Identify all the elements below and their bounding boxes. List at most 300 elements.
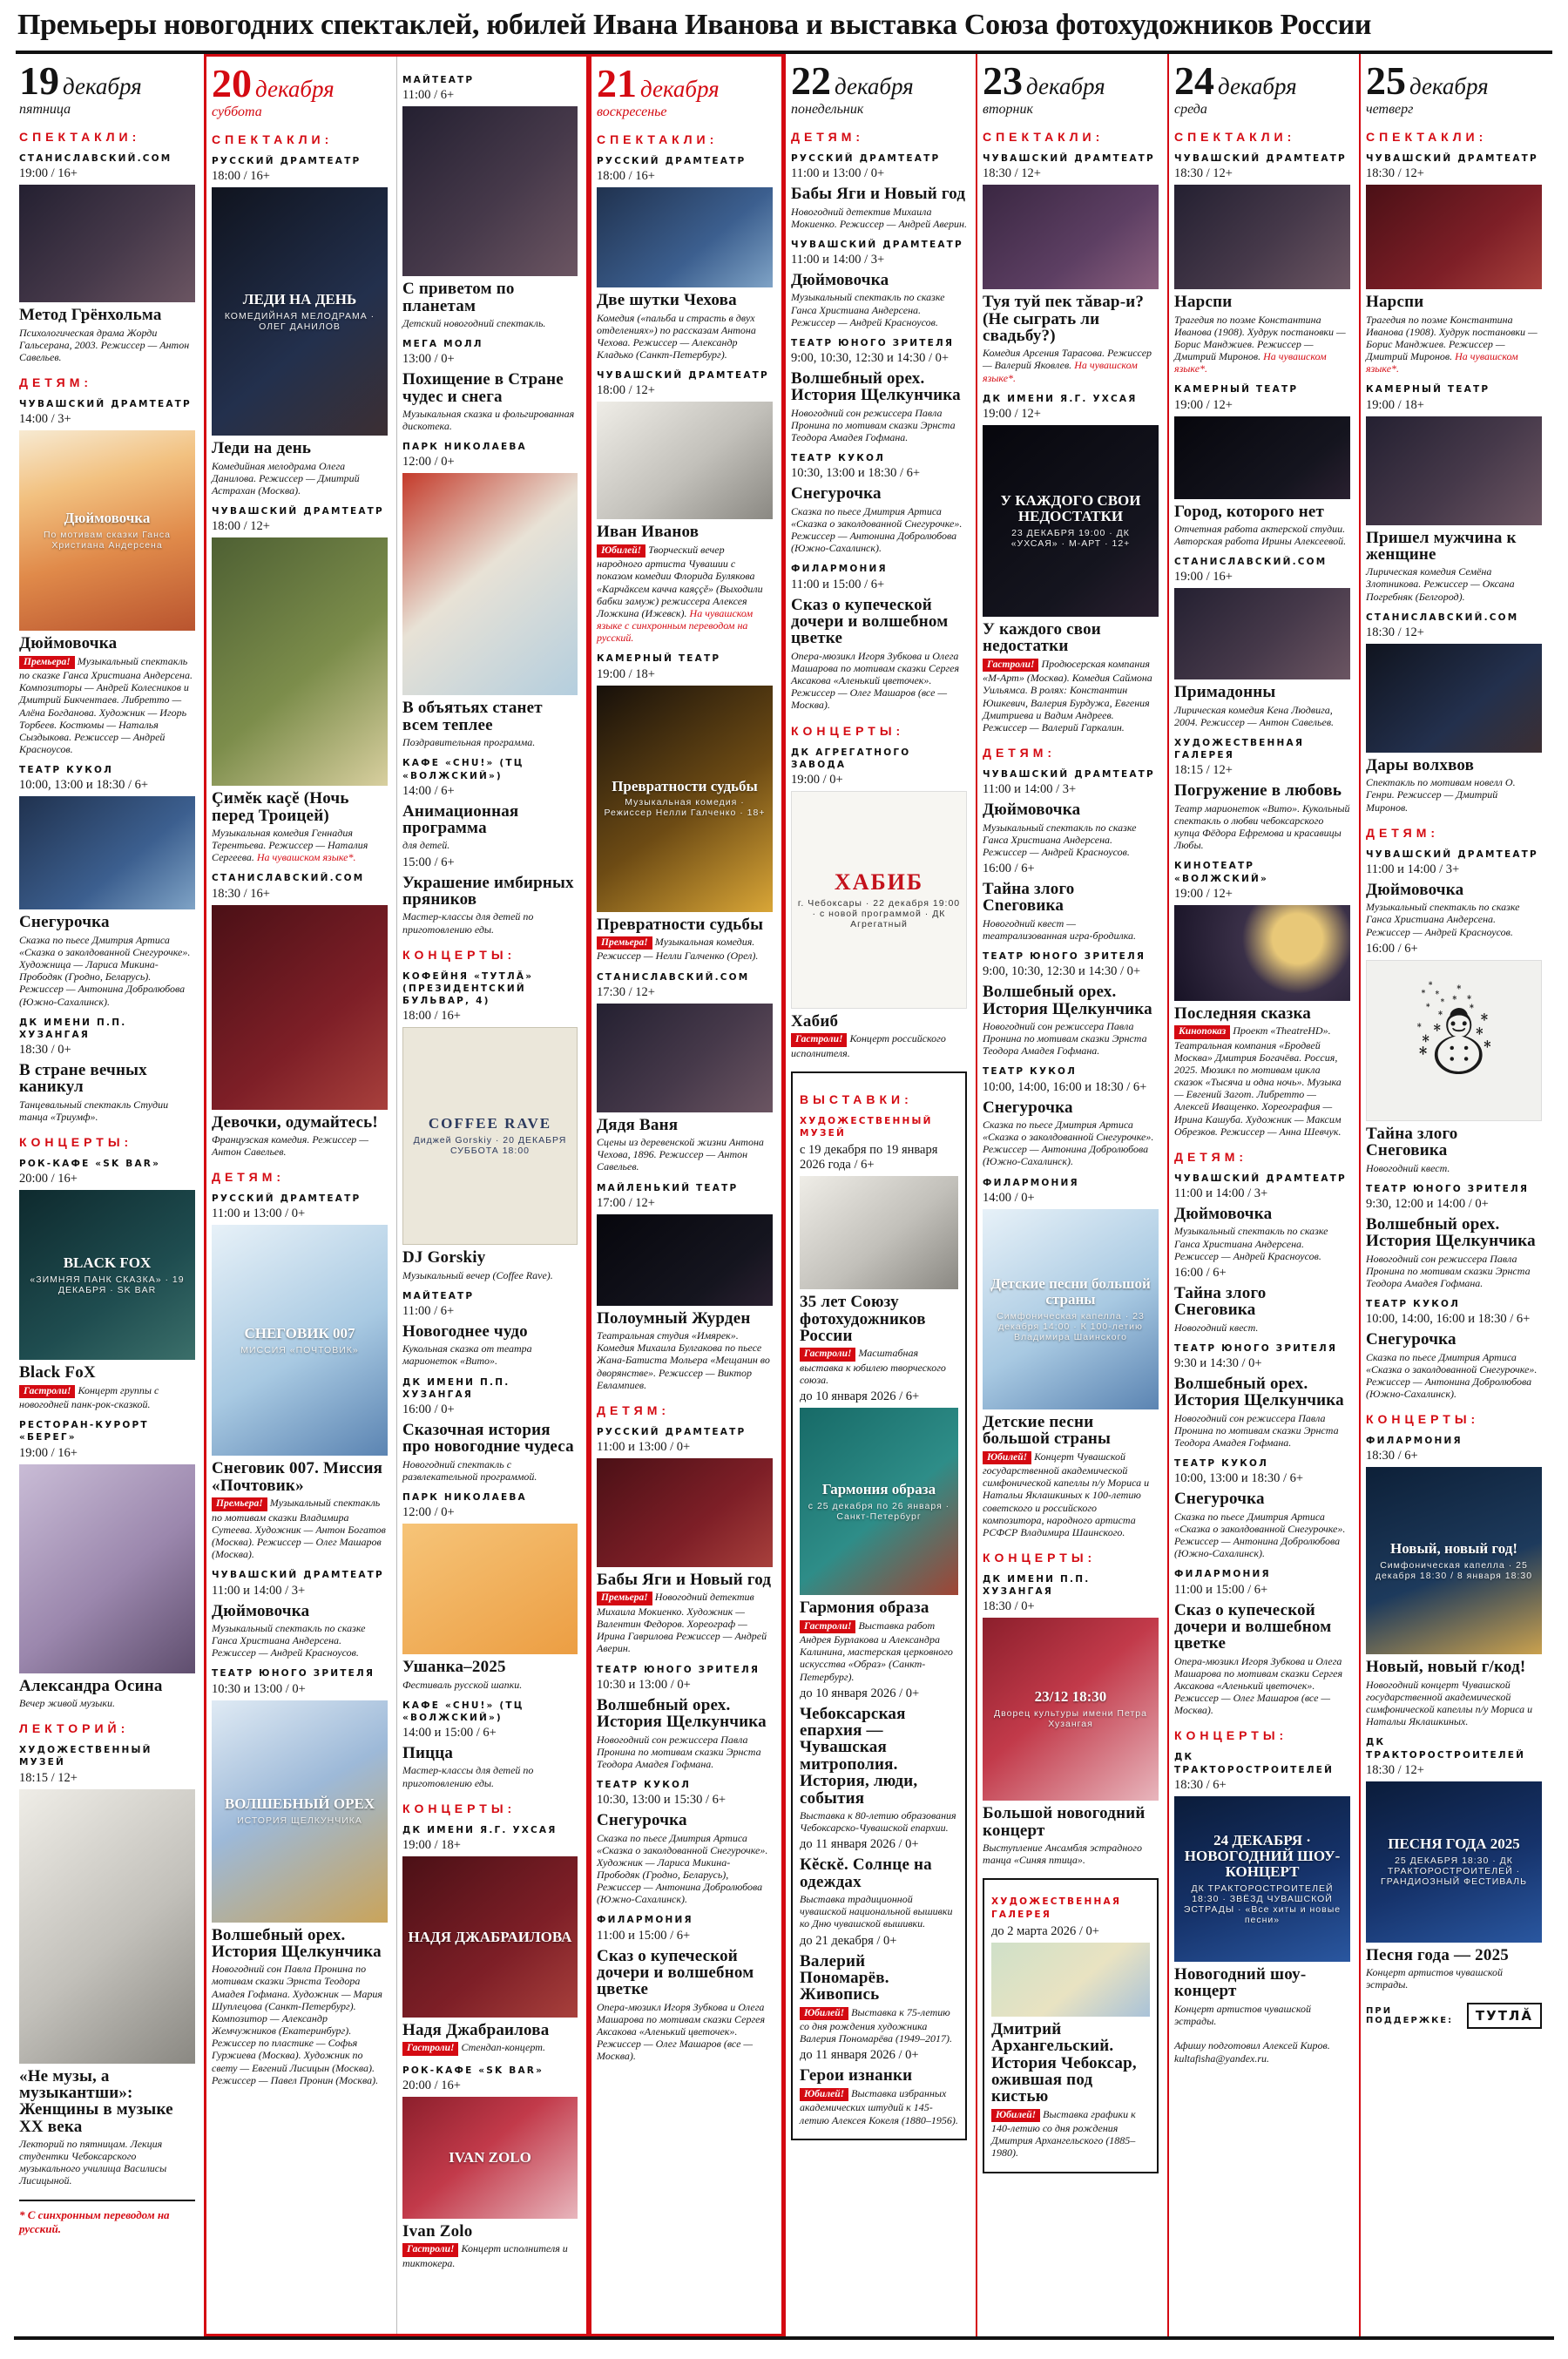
- event-title: Волшебный орех. История Щелкунчика: [1366, 1214, 1536, 1251]
- event-title: Волшебный орех. История Щелкунчика: [1174, 1374, 1344, 1410]
- venue: [983, 393, 1159, 422]
- event-title: Нарспи: [1174, 293, 1233, 312]
- poster-subcaption: КОМЕДИЙНАЯ МЕЛОДРАМА · ОЛЕГ ДАНИЛОВ: [224, 310, 375, 332]
- poster-caption: 23/12 18:30: [1034, 1688, 1107, 1706]
- event-image: [1366, 1467, 1542, 1654]
- section-label: ДЕТЯМ:: [212, 1170, 286, 1185]
- event-description: Концерт артистов чувашской эстрады.: [1174, 2002, 1312, 2027]
- event-image: [402, 1856, 578, 2018]
- venue: [212, 872, 388, 901]
- event-title: Детские песни большой страны: [983, 1412, 1112, 1449]
- venue-name: ЧУВАШСКИЙ ДРАМТЕАТР: [983, 768, 1155, 780]
- venue: [402, 757, 578, 798]
- venue-name: ДК ИМЕНИ Я.Г. УХСАЯ: [983, 393, 1138, 404]
- event-time: 9:30, 12:00 и 14:00 / 0+: [1366, 1196, 1489, 1211]
- event-title: Дюймовочка: [212, 1601, 310, 1620]
- day-weekday: четверг: [1366, 102, 1414, 117]
- day-weekday: понедельник: [791, 102, 864, 117]
- venue: [791, 239, 967, 267]
- venue: [212, 1569, 388, 1598]
- event-title: Леди на день: [212, 439, 312, 458]
- day-column-24: [1169, 54, 1359, 2336]
- tour-badge: Гастроли!: [983, 659, 1038, 673]
- event-title: Дюймовочка: [791, 271, 889, 290]
- venue: [1366, 1736, 1542, 1777]
- event-time: 10:30, 13:00 и 18:30 / 6+: [791, 466, 921, 481]
- event-title: Иван Иванов: [597, 523, 700, 542]
- event-title: Бабы Яги и Новый год: [597, 1571, 772, 1590]
- tour-badge: Гастроли!: [800, 1620, 855, 1634]
- event-time: 10:30 и 13:00 / 0+: [597, 1677, 691, 1692]
- event-image: [19, 430, 195, 631]
- event-time: 18:30 / 16+: [212, 886, 270, 901]
- event-time: 17:00 / 12+: [597, 1195, 655, 1210]
- event-time: 11:00 и 14:00 / 3+: [791, 253, 885, 267]
- event-time: 10:00, 13:00 и 18:30 / 6+: [19, 778, 149, 793]
- poster-subcaption: По мотивам сказки Ганса Христиана Андерсена: [43, 530, 172, 551]
- event-title: Сказ о купеческой дочери и волшебном цветке: [597, 1946, 754, 1999]
- event-image: [402, 1027, 578, 1245]
- event-description: Лирическая комедия Кена Людвига, 2004. Режиссер — Антон Савельев.: [1174, 703, 1335, 728]
- poster-subcaption: г. Чебоксары · 22 декабря 19:00 · с новой программой · ДК Агрегатный: [797, 897, 961, 929]
- venue: [1174, 1751, 1350, 1792]
- event-title: «Не музы, а музыкантши»: Женщины в музыке XX века: [19, 2066, 173, 2136]
- section-label: КОНЦЕРТЫ:: [983, 1551, 1097, 1565]
- day-column-23: [977, 54, 1167, 2336]
- event-title: Нарспи: [1366, 293, 1424, 312]
- event-description: Музыкальный спектакль по сказке Ганса Христиана Андерсена. Режиссер — Андрей Красноусов.: [983, 821, 1137, 858]
- poster-subcaption: 23 ДЕКАБРЯ 19:00 · ДК «УХСАЯ» · М-АРТ · 12+: [1010, 527, 1131, 549]
- venue: [983, 1065, 1159, 1094]
- event-title: Александра Осина: [19, 1676, 163, 1695]
- section-label: ДЕТЯМ:: [1366, 825, 1440, 840]
- premiere-badge: Премьера!: [597, 1592, 652, 1605]
- day-number: 25: [1366, 58, 1406, 103]
- section-label: ВЫСТАВКИ:: [800, 1092, 913, 1106]
- event-description: Трагедия по поэме Константина Иванова (1908). Худрук постановки — Борис Манджиев. Режиссер — Дмитрий Миронов. На чувашском языке*.: [1174, 313, 1346, 375]
- day-number: 22: [791, 58, 831, 103]
- event-image: [212, 1225, 388, 1456]
- event-description: Вечер живой музыки.: [19, 1697, 116, 1709]
- venue-name: МАЙТЕАТР: [402, 75, 475, 85]
- event-image: [983, 1209, 1159, 1409]
- poster-caption: BLACK FOX: [63, 1254, 152, 1271]
- event-description: Юбилей! Концерт Чувашской государственной академической симфонической капеллы п/у Мориса и Натальи Яклашкиных к 100-летию советского и российского композитора, народного артиста РСФСР Владимира Шаинского.: [983, 1450, 1150, 1538]
- day-month: декабря: [1218, 73, 1297, 99]
- venue: [1366, 152, 1542, 181]
- day-group-24: [1167, 54, 1359, 2336]
- page-title: Премьеры новогодних спектаклей, юбилей Ивана Иванова и выставка Союза фотохудожников России: [17, 9, 1372, 41]
- venue-name: ЧУВАШСКИЙ ДРАМТЕАТР: [983, 153, 1155, 164]
- event-image: [1366, 644, 1542, 753]
- event-description: Новогодний квест.: [1174, 1321, 1259, 1334]
- event-title: Бабы Яги и Новый год: [791, 185, 966, 204]
- event-title: В объятьях станет всем теплее: [402, 699, 543, 734]
- event-description: Гастроли! Концерт российского исполнителя.: [791, 1032, 946, 1059]
- venue-name: СТАНИСЛАВСКИЙ.СОМ: [212, 873, 365, 884]
- event-time: 14:00 / 3+: [19, 412, 71, 427]
- event-description: Опера-мюзикл Игоря Зубкова и Олега Машарова по мотивам сказки Сергея Аксакова «Аленький цветочек». Режиссер — Олег Машаров (все — Москва).: [791, 649, 960, 712]
- day-month: декабря: [255, 76, 335, 102]
- event-title: Çимĕк каçĕ (Ночь перед Троицей): [212, 789, 349, 825]
- venue-name: ДК ТРАКТОРОСТРОИТЕЛЕЙ: [1366, 1737, 1526, 1761]
- day-weekday: воскресенье: [597, 105, 667, 119]
- event-time: 18:00 / 12+: [212, 519, 270, 534]
- tour-badge: Гастроли!: [800, 1348, 855, 1362]
- event-description: Музыкальный спектакль по сказке Ганса Христиана Андерсена. Режиссер — Андрей Красноусов.: [1174, 1225, 1328, 1262]
- event-title: Волшебный орех. История Щелкунчика: [597, 1695, 767, 1732]
- event-description: Гастроли! Стендап-концерт.: [402, 2041, 578, 2056]
- venue: [402, 1491, 578, 1520]
- venue-name: ТЕАТР КУКОЛ: [597, 1779, 692, 1790]
- poster-caption: НАДЯ ДЖАБРАИЛОВА: [408, 1928, 572, 1945]
- event-image: [1174, 588, 1350, 679]
- event-time: 18:30 / 12+: [1174, 166, 1233, 181]
- poster-caption: У КАЖДОГО СВОИ НЕДОСТАТКИ: [1000, 492, 1141, 524]
- event-description: Новогодний квест — театрализованная игра-бродилка.: [983, 916, 1137, 942]
- event-description: Новогодний сон режиссера Павла Пронина по мотивам сказки Эрнста Теодора Амадея Гофмана.: [597, 1733, 761, 1770]
- snowman-icon: ☃: [1409, 984, 1499, 1096]
- event-description: Музыкальный спектакль по сказке Ганса Христиана Андерсена. Режиссер — Андрей Красноусов.: [212, 1621, 366, 1659]
- event-description: Кукольная сказка от театра марионеток «Вито».: [402, 1342, 532, 1368]
- event-title: Волшебный орех. История Щелкунчика: [212, 1925, 382, 1961]
- venue: [402, 1824, 578, 1853]
- poster-subcaption: 25 ДЕКАБРЯ 18:30 · ДК ТРАКТОРОСТРОИТЕЛЕЙ · ГРАНДИОЗНЫЙ ФЕСТИВАЛЬ: [1381, 1855, 1527, 1888]
- section-label: ДЕТЯМ:: [1174, 1149, 1248, 1164]
- venue-name: ДК АГРЕГАТНОГО ЗАВОДА: [791, 747, 911, 770]
- event-time: 11:00 / 6+: [402, 1303, 455, 1318]
- section-label: ДЕТЯМ:: [791, 130, 865, 144]
- event-description: Театр марионеток «Вито». Кукольный спектакль о любви чебоксарского купца Фёдора Ефремова и красавицы Любы.: [1174, 801, 1350, 852]
- event-description: Лирическая комедия Семёна Злотникова. Режиссер — Оксана Погребняк (Белгород).: [1366, 565, 1515, 603]
- event-description: Гастроли! Концерт исполнителя и тиктокера.: [402, 2242, 568, 2269]
- venue: [402, 2065, 578, 2093]
- section-label: КОНЦЕРТЫ:: [19, 1135, 133, 1150]
- event-description: Поздравительная программа.: [402, 736, 536, 749]
- venue-name: РОК-КАФЕ «SK BAR»: [19, 1159, 161, 1170]
- venue: [1366, 612, 1542, 640]
- venue: [19, 1158, 195, 1186]
- poster-subcaption: МИССИЯ «ПОЧТОВИК»: [240, 1344, 359, 1355]
- event-time: 19:00 / 18+: [597, 666, 655, 681]
- venue-name: СТАНИСЛАВСКИЙ.СОМ: [1174, 557, 1328, 568]
- venue: [983, 1573, 1159, 1614]
- day-number: 19: [19, 58, 59, 103]
- section-label: СПЕКТАКЛИ:: [19, 130, 141, 144]
- event-description: Новогодний квест.: [1366, 1161, 1450, 1174]
- section-label: ДЕТЯМ:: [597, 1403, 671, 1417]
- venue-name: ПАРК НИКОЛАЕВА: [402, 442, 527, 453]
- venue-name: ЧУВАШСКИЙ ДРАМТЕАТР: [1174, 153, 1347, 164]
- event-title: Примадонны: [1174, 683, 1276, 702]
- language-note: На чувашском языке*.: [983, 359, 1138, 384]
- venue-name: ЧУВАШСКИЙ ДРАМТЕАТР: [1366, 848, 1538, 860]
- language-note: На чувашском языке*.: [1366, 350, 1518, 375]
- event-description: Психологическая драма Жорди Гальсерана, 2003. Режиссер — Антон Савельев.: [19, 326, 190, 363]
- event-description: Гастроли! Продюсерская компания «М-Арт» (Москва). Комедия Саймона Уильямса. В ролях: Константин Юшкевич, Валерия Бурдужа, Евгения Дмитриева и Вадим Андреев. Режиссер — Валерий Гаркалин.: [983, 657, 1152, 733]
- venue-name: СТАНИСЛАВСКИЙ.СОМ: [19, 153, 172, 164]
- venue: [1174, 1457, 1350, 1486]
- day-column-22: [786, 54, 976, 2336]
- jubilee-badge: Юбилей!: [983, 1451, 1031, 1465]
- event-time: 16:00 / 6+: [1366, 941, 1418, 956]
- event-image: [983, 185, 1159, 289]
- event-title: Новогодний шоу-концерт: [1174, 1964, 1307, 2001]
- poster-caption: IVAN ZOLO: [449, 2149, 531, 2166]
- event-title: Большой новогодний концерт: [983, 1804, 1146, 1840]
- day-group-21: [589, 54, 784, 2336]
- event-time: 19:00 / 18+: [402, 1837, 461, 1852]
- venue-name: ТЕАТР ЮНОГО ЗРИТЕЛЯ: [1174, 1342, 1338, 1354]
- poster-subcaption: Дворец культуры имени Петра Хузангая: [994, 1708, 1147, 1730]
- event-title: Тайна злого Снеговика: [1366, 1124, 1458, 1160]
- event-time: 18:30 / 0+: [19, 1043, 71, 1057]
- event-image: [1174, 416, 1350, 499]
- event-image: [597, 1458, 773, 1567]
- event-description: Лекторий по пятницам. Лекция студентки Чебоксарского музыкального училища Василисы Лисицыной.: [19, 2138, 167, 2187]
- event-time: 19:00 / 18+: [1366, 397, 1424, 412]
- event-description: Сказка по пьесе Дмитрия Артиса «Сказка о заколдованной Снегурочке». Художник — Лариса Микина-Прободяк (Гродно, Беларусь), Режиссер — Антонина Добролюбова (Южно-Сахалинск).: [597, 1831, 768, 1906]
- poster-caption: ХАБИБ: [834, 869, 924, 896]
- day-date: [791, 58, 967, 118]
- event-description: Премьера! Музыкальный спектакль по сказке Ганса Христиана Андерсена. Композиторы — Андрей Колесников и Дмитрий Бикчентаев. Либретто — Алёна Богданова. Художник — Игорь Торбеев. Костюмы — Наталья Сыздыкова. Режиссер — Андрей Красноусов.: [19, 654, 193, 756]
- venue-name: ПАРК НИКОЛАЕВА: [402, 1492, 527, 1504]
- event-description: для детей.: [402, 839, 450, 852]
- day-number: 23: [983, 58, 1023, 103]
- day-column-19: [14, 54, 204, 2336]
- event-description: Новогодний сон режиссера Павла Пронина по мотивам сказки Эрнста Теодора Амадея Гофмана.: [791, 406, 956, 444]
- event-description: Музыкальная комедия Геннадия Терентьева. Режиссер — Наталия Сергеева. На чувашском языке*.: [212, 826, 368, 864]
- event-description: Новогодний сон Павла Пронина по мотивам сказки Эрнста Теодора Амадея Гофмана. Художник — Мария Шуплецова (Санкт-Петербург). Композитор — Александр Жемчужников (Екатеринбург). Режиссер по пластике — Софья Гуржиева (Москва). Художник по свету — Евгений Лисицын (Москва). Режиссер — Павел Пронин (Москва).: [212, 1963, 382, 2086]
- venue: [991, 1896, 1150, 1920]
- event-title: Последняя сказка: [1174, 1004, 1312, 1023]
- venue: [983, 768, 1159, 797]
- event-description: Музыкальный спектакль по сказке Ганса Христиана Андерсена. Режиссер — Андрей Красноусов.: [791, 291, 945, 328]
- venue: [402, 970, 578, 1024]
- event-time: 11:00 и 13:00 / 0+: [212, 1207, 306, 1221]
- event-title: Украшение имбирных пряников: [402, 873, 574, 909]
- poster-caption: Новый, новый год!: [1390, 1539, 1517, 1557]
- event-time: до 11 января 2026 / 0+: [800, 2048, 919, 2063]
- venue-name: ЧУВАШСКИЙ ДРАМТЕАТР: [791, 239, 963, 250]
- event-title: Кĕскĕ. Солнце на одеждах: [800, 1855, 932, 1891]
- event-time: 19:00 / 0+: [791, 772, 843, 787]
- event-title: Дюймовочка: [19, 634, 118, 653]
- venue: [1366, 848, 1542, 877]
- event-image: [19, 1464, 195, 1673]
- event-time: 19:00 / 12+: [983, 406, 1041, 421]
- venue: [983, 152, 1159, 181]
- event-title: Погружение в любовь: [1174, 781, 1342, 801]
- event-image: [597, 1004, 773, 1112]
- venue-name: ДК ИМЕНИ Я.Г. УХСАЯ: [402, 1824, 558, 1835]
- day-weekday: суббота: [212, 105, 262, 119]
- event-title: Сказ о купеческой дочери и волшебном цветке: [791, 595, 949, 648]
- event-time: 11:00 и 15:00 / 6+: [1174, 1582, 1268, 1597]
- venue-name: КОФЕЙНЯ «ТУТЛĂ» (ПРЕЗИДЕНТСКИЙ БУЛЬВАР, 4): [402, 970, 534, 1007]
- venue-name: ТЕАТР КУКОЛ: [1366, 1299, 1461, 1310]
- venue-name: ДК ТРАКТОРОСТРОИТЕЛЕЙ: [1174, 1752, 1335, 1775]
- editor-credit: Афишу подготовил Алексей Киров. kultafisha@yandex.ru.: [1174, 2038, 1330, 2065]
- venue-name: ДК ИМЕНИ П.П. ХУЗАНГАЯ: [983, 1574, 1091, 1598]
- event-time: 18:00 / 12+: [597, 383, 655, 398]
- event-title: Превратности судьбы: [597, 915, 764, 934]
- jubilee-badge: Юбилей!: [800, 2088, 848, 2102]
- venue: [1366, 1298, 1542, 1327]
- poster-subcaption: с 25 декабря по 26 января · Санкт-Петербург: [808, 1500, 950, 1522]
- venue-name: МЕГА МОЛЛ: [402, 339, 483, 350]
- venue: [212, 155, 388, 184]
- venue-name: ДК ИМЕНИ П.П. ХУЗАНГАЯ: [402, 1376, 510, 1400]
- venue: [402, 338, 578, 367]
- event-title: Надя Джабраилова: [402, 2020, 550, 2039]
- event-time: 18:30 / 6+: [1366, 1449, 1418, 1463]
- day-weekday: среда: [1174, 102, 1207, 117]
- event-description: Юбилей! Выставка графики к 140-летию со дня рождения Дмитрия Архангельского (1885–1980).: [991, 2107, 1136, 2160]
- event-description: Гастроли! Концерт группы с новогодней панк-рок-сказкой.: [19, 1383, 159, 1411]
- event-description: Концерт артистов чувашской эстрады.: [1366, 1966, 1504, 1991]
- event-image: [800, 1176, 958, 1289]
- day-date: [212, 61, 388, 120]
- venue-name: РУССКИЙ ДРАМТЕАТР: [212, 156, 362, 166]
- event-description: Музыкальный вечер (Coffee Rave).: [402, 1268, 553, 1281]
- venue-name: ФИЛАРМОНИЯ: [1366, 1436, 1463, 1447]
- venue: [983, 950, 1159, 979]
- day-column-20-1: [206, 57, 396, 2334]
- venue-name: ТЕАТР ЮНОГО ЗРИТЕЛЯ: [791, 337, 955, 348]
- day-month: декабря: [1409, 73, 1489, 99]
- event-time: до 11 января 2026 / 0+: [800, 1837, 919, 1852]
- venue-name: ЧУВАШСКИЙ ДРАМТЕАТР: [19, 399, 192, 410]
- event-description: Новогодний сон режиссера Павла Пронина по мотивам сказки Эрнста Теодора Амадея Гофмана.: [1174, 1411, 1339, 1450]
- event-title: Дмитрий Архангельский. История Чебоксар, ожившая под кистью: [991, 2019, 1137, 2106]
- event-description: Музыкальный спектакль по сказке Ганса Христиана Андерсена. Режиссер — Андрей Красноусов.: [1366, 901, 1520, 938]
- venue-name: РУССКИЙ ДРАМТЕАТР: [791, 153, 941, 164]
- event-time: 18:30 / 12+: [1366, 166, 1424, 181]
- day-month: декабря: [640, 76, 720, 102]
- event-image: [19, 796, 195, 909]
- event-description: Музыкальная сказка и фольгированная дискотека.: [402, 408, 575, 433]
- venue: [791, 337, 967, 366]
- event-time: 14:00 / 0+: [983, 1190, 1035, 1205]
- event-time: 13:00 / 0+: [402, 352, 455, 367]
- event-time: до 2 марта 2026 / 0+: [991, 1923, 1099, 1938]
- event-description: Сказка по пьесе Дмитрия Артиса «Сказка о заколдованной Снегурочке». Художница — Лариса Микина-Прободяк (Гродно, Беларусь). Режиссер — Антонина Добролюбова (Южно-Сахалинск).: [19, 933, 191, 1008]
- event-title: Дюймовочка: [1174, 1205, 1273, 1224]
- venue: [1174, 1342, 1350, 1371]
- event-title: Ушанка–2025: [402, 1658, 506, 1677]
- event-time: 11:00 и 13:00 / 0+: [791, 166, 885, 181]
- event-time: 18:30 / 12+: [1366, 625, 1424, 639]
- event-image: [800, 1408, 958, 1595]
- event-time: 18:00 / 16+: [597, 169, 655, 184]
- day-group-20: [204, 54, 589, 2336]
- event-description: Гастроли! Масштабная выставка к юбилею творческого союза.: [800, 1347, 946, 1387]
- event-title: Новогоднее чудо: [402, 1321, 528, 1341]
- event-time: 19:00 / 12+: [1174, 397, 1233, 412]
- venue: [597, 1426, 773, 1455]
- venue-name: ЧУВАШСКИЙ ДРАМТЕАТР: [597, 370, 769, 382]
- event-image: [597, 1214, 773, 1306]
- day-weekday: вторник: [983, 102, 1033, 117]
- day-date: [1174, 58, 1350, 118]
- event-image: [1174, 185, 1350, 289]
- poster-caption: Детские песни большой страны: [990, 1274, 1151, 1308]
- event-time: 11:00 и 14:00 / 3+: [983, 782, 1077, 797]
- event-title: Пришел мужчина к женщине: [1366, 528, 1517, 564]
- venue: [402, 441, 578, 470]
- event-image: [1366, 416, 1542, 525]
- jubilee-badge: Юбилей!: [597, 544, 645, 558]
- venue: [19, 152, 195, 181]
- venue: [1174, 860, 1350, 901]
- venue: [1174, 152, 1350, 181]
- jubilee-badge: Юбилей!: [800, 2007, 848, 2021]
- poster-subcaption: Музыкальная комедия · Режиссер Нелли Галченко · 18+: [604, 797, 766, 819]
- venue: [1174, 1173, 1350, 1201]
- day-column-20-2: [396, 57, 586, 2334]
- event-title: Метод Грёнхольма: [19, 306, 162, 325]
- event-title: Снегурочка: [791, 484, 882, 504]
- event-image: [402, 2097, 578, 2219]
- event-description: Новогодний сон режиссера Павла Пронина по мотивам сказки Эрнста Теодора Амадея Гофмана.: [1366, 1252, 1531, 1289]
- venue: [597, 971, 773, 1000]
- venue: [791, 452, 967, 481]
- event-description: Мастер-классы для детей по приготовлению еды.: [402, 1764, 534, 1789]
- tour-badge: Гастроли!: [402, 2243, 458, 2257]
- venue: [19, 1419, 195, 1460]
- venue: [19, 1017, 195, 1058]
- event-title: Снеговик 007. Миссия «Почтовик»: [212, 1459, 383, 1495]
- event-description: Гастроли! Выставка работ Андрея Бурлакова и Александра Калинина, мастерская церковного искусства «Образ» (Санкт-Петербург).: [800, 1619, 953, 1683]
- event-title: С приветом по планетам: [402, 280, 515, 315]
- venue-name: МАЙЛЕНЬКИЙ ТЕАТР: [597, 1182, 739, 1193]
- section-label: ДЕТЯМ:: [19, 375, 93, 390]
- event-description: Комедия («пальба и страсть в двух отделениях») по рассказам Антона Чехова. Режиссер — Александр Кладько (Санкт-Петербург).: [597, 311, 756, 362]
- event-time: 16:00 / 0+: [402, 1402, 455, 1416]
- event-title: Дядя Ваня: [597, 1115, 679, 1134]
- poster-caption: ПЕСНЯ ГОДА 2025: [1388, 1835, 1520, 1853]
- venue-name: ТЕАТР ЮНОГО ЗРИТЕЛЯ: [212, 1668, 375, 1680]
- event-title: Гармония образа: [800, 1599, 929, 1618]
- venue-name: ТЕАТР ЮНОГО ЗРИТЕЛЯ: [983, 951, 1146, 963]
- event-title: Black FoX: [19, 1363, 96, 1382]
- event-image: [983, 425, 1159, 617]
- tour-badge: Гастроли!: [791, 1033, 847, 1047]
- event-image: [1366, 960, 1542, 1121]
- event-image: [402, 106, 578, 276]
- event-time: 11:00 и 15:00 / 6+: [597, 1928, 691, 1943]
- venue: [402, 74, 578, 103]
- section-label: СПЕКТАКЛИ:: [1174, 130, 1296, 144]
- event-title: Чебоксарская епархия — Чувашская митрополия. История, люди, события: [800, 1704, 918, 1808]
- event-title: Похищение в Стране чудес и снега: [402, 370, 564, 406]
- event-time: 11:00 и 14:00 / 3+: [1366, 862, 1460, 876]
- venue-name: ФИЛАРМОНИЯ: [1174, 1569, 1271, 1580]
- venue-name: ТЕАТР ЮНОГО ЗРИТЕЛЯ: [597, 1664, 760, 1675]
- venue-name: ХУДОЖЕСТВЕННАЯ ГАЛЕРЕЯ: [1174, 738, 1305, 761]
- venue: [983, 1177, 1159, 1206]
- event-description: Сказка по пьесе Дмитрия Артиса «Сказка о заколдованной Снегурочке». Режиссер — Антонина Добролюбова (Южно-Сахалинск).: [791, 504, 963, 555]
- event-time: 19:00 / 16+: [19, 1445, 78, 1460]
- day-date: [1366, 58, 1542, 118]
- event-time: 14:00 и 15:00 / 6+: [402, 1726, 497, 1741]
- poster-caption: Гармония образа: [821, 1480, 936, 1497]
- event-title: Город, которого нет: [1174, 502, 1325, 521]
- venue: [1366, 1435, 1542, 1463]
- venue-name: ДК ИМЕНИ П.П. ХУЗАНГАЯ: [19, 1017, 127, 1040]
- event-description: Комедийная мелодрама Олега Данилова. Режиссер — Дмитрий Астрахан (Москва).: [212, 459, 360, 497]
